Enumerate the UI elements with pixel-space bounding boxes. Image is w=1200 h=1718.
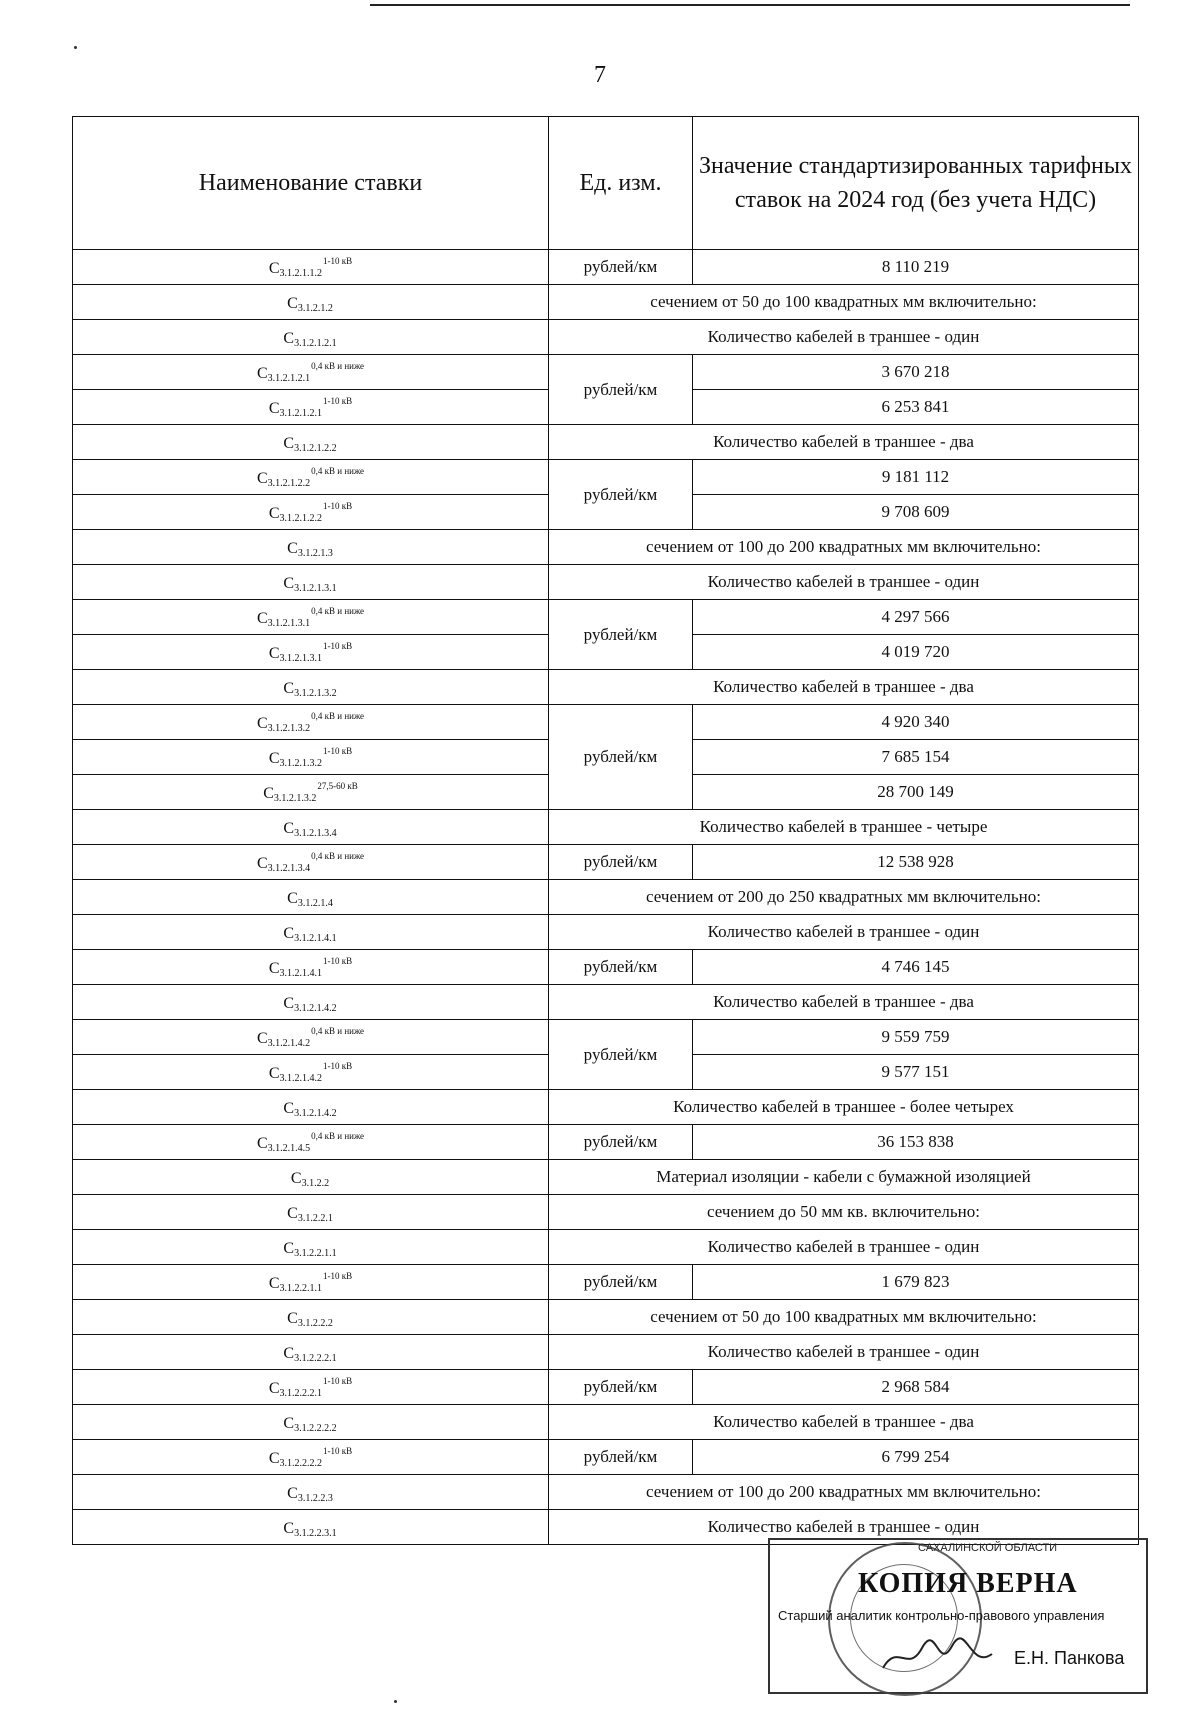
rate-code-index: 3.1.2.1.4.2 bbox=[294, 1002, 337, 1014]
rate-code-base: С bbox=[283, 329, 295, 347]
rate-code-voltage: 27,5-60 кВ bbox=[317, 780, 358, 791]
rate-code-cell bbox=[73, 705, 549, 740]
section-heading-cell: сечением от 50 до 100 квадратных мм включительно: bbox=[549, 285, 1139, 320]
rate-code-index: 3.1.2.2.2 bbox=[297, 1317, 333, 1329]
rate-code-base: С bbox=[256, 1134, 268, 1152]
rate-value-cell: 12 538 928 bbox=[693, 845, 1139, 880]
section-heading-cell: Количество кабелей в траншее - один bbox=[549, 1230, 1139, 1265]
rate-code-index: 3.1.2.2.1 bbox=[297, 1212, 333, 1224]
rate-code-index: 3.1.2.1.4.2 bbox=[267, 1037, 311, 1049]
table-row bbox=[73, 285, 1139, 320]
rate-code-base: С bbox=[283, 1414, 295, 1432]
rate-code-index: 3.1.2.1.3.1 bbox=[279, 652, 323, 664]
table-row bbox=[73, 1440, 1139, 1475]
rate-code-index: 3.1.2.1.3.2 bbox=[294, 687, 337, 699]
rate-code bbox=[256, 605, 365, 629]
rate-code-cell bbox=[73, 425, 549, 460]
rate-value-cell: 9 708 609 bbox=[693, 495, 1139, 530]
rate-code-cell bbox=[73, 355, 549, 390]
rate-code-cell bbox=[73, 1300, 549, 1335]
rate-code-cell bbox=[73, 285, 549, 320]
table-row bbox=[73, 1230, 1139, 1265]
rate-code-voltage: 0,4 кВ и ниже bbox=[311, 1130, 365, 1141]
rate-code-cell bbox=[73, 320, 549, 355]
unit-cell: рублей/км bbox=[549, 1020, 693, 1090]
rate-code-base: С bbox=[283, 819, 295, 837]
rate-code-cell bbox=[73, 1055, 549, 1090]
section-heading-cell: Количество кабелей в траншее - четыре bbox=[549, 810, 1139, 845]
section-heading-cell: Количество кабелей в траншее - один bbox=[549, 565, 1139, 600]
rate-code-cell bbox=[73, 775, 549, 810]
rate-code-voltage: 1-10 кВ bbox=[323, 955, 353, 966]
rate-value-cell: 9 181 112 bbox=[693, 460, 1139, 495]
table-row bbox=[73, 355, 1139, 390]
tariff-rates-table bbox=[72, 116, 1139, 1545]
rate-code bbox=[283, 820, 337, 837]
rate-code-voltage: 0,4 кВ и ниже bbox=[311, 360, 365, 371]
rate-code-cell bbox=[73, 1335, 549, 1370]
rate-code bbox=[283, 575, 337, 592]
rate-code-index: 3.1.2.1.3.2 bbox=[267, 722, 311, 734]
rate-code-base: С bbox=[283, 1239, 295, 1257]
rate-value-cell: 4 920 340 bbox=[693, 705, 1139, 740]
table-row bbox=[73, 670, 1139, 705]
rate-code bbox=[283, 1240, 337, 1257]
rate-value-cell: 6 799 254 bbox=[693, 1440, 1139, 1475]
rate-code-base: С bbox=[268, 504, 280, 522]
rate-code bbox=[268, 745, 353, 769]
rate-value-cell: 2 968 584 bbox=[693, 1370, 1139, 1405]
rate-code bbox=[283, 680, 337, 697]
rate-code bbox=[287, 540, 334, 557]
rate-code bbox=[287, 295, 334, 312]
rate-code-base: С bbox=[287, 889, 298, 907]
unit-cell: рублей/км bbox=[549, 1370, 693, 1405]
rate-value-cell: 36 153 838 bbox=[693, 1125, 1139, 1160]
section-heading-cell: Количество кабелей в траншее - два bbox=[549, 425, 1139, 460]
rate-code-base: С bbox=[256, 1029, 268, 1047]
rate-code bbox=[268, 1375, 353, 1399]
rate-code-cell bbox=[73, 1475, 549, 1510]
rate-code-index: 3.1.2.2.1.1 bbox=[279, 1282, 323, 1294]
rate-code-index: 3.1.2.1.4.5 bbox=[267, 1142, 311, 1154]
rate-code-cell bbox=[73, 810, 549, 845]
rate-code-base: С bbox=[287, 294, 298, 312]
rate-code-base: С bbox=[256, 609, 268, 627]
rate-code-cell bbox=[73, 250, 549, 285]
rate-code-index: 3.1.2.1.4.1 bbox=[279, 967, 323, 979]
table-row bbox=[73, 950, 1139, 985]
rate-code bbox=[287, 1485, 334, 1502]
rate-value-cell: 9 559 759 bbox=[693, 1020, 1139, 1055]
rate-code-base: С bbox=[268, 1064, 280, 1082]
rate-code-voltage: 1-10 кВ bbox=[323, 255, 353, 266]
rate-code bbox=[283, 1415, 337, 1432]
section-heading-cell: Материал изоляции - кабели с бумажной изоляцией bbox=[549, 1160, 1139, 1195]
rate-code-index: 3.1.2.1.4.1 bbox=[294, 932, 337, 944]
rate-code bbox=[256, 360, 365, 384]
rate-code-voltage: 1-10 кВ bbox=[323, 640, 353, 651]
rate-code-cell bbox=[73, 1265, 549, 1300]
section-heading-cell: Количество кабелей в траншее - два bbox=[549, 1405, 1139, 1440]
rate-code-cell bbox=[73, 740, 549, 775]
rate-code-base: С bbox=[287, 1484, 298, 1502]
rate-code-base: С bbox=[283, 434, 295, 452]
rate-code-cell bbox=[73, 1125, 549, 1160]
rate-code-cell bbox=[73, 880, 549, 915]
rate-code-index: 3.1.2.1.3.4 bbox=[267, 862, 311, 874]
table-row bbox=[73, 1370, 1139, 1405]
rate-code-voltage: 1-10 кВ bbox=[323, 395, 353, 406]
rate-code-index: 3.1.2.2 bbox=[301, 1177, 330, 1189]
rate-code bbox=[268, 1445, 353, 1469]
rate-code-cell bbox=[73, 985, 549, 1020]
rate-code-base: С bbox=[283, 1344, 295, 1362]
rate-code-index: 3.1.2.1.2.1 bbox=[279, 407, 323, 419]
rate-code-cell bbox=[73, 1440, 549, 1475]
rate-code-cell bbox=[73, 460, 549, 495]
rate-code-voltage: 1-10 кВ bbox=[323, 1445, 353, 1456]
rate-code-base: С bbox=[256, 364, 268, 382]
rate-value-cell: 4 746 145 bbox=[693, 950, 1139, 985]
table-row bbox=[73, 1125, 1139, 1160]
rate-code-cell bbox=[73, 1405, 549, 1440]
unit-cell: рублей/км bbox=[549, 845, 693, 880]
section-heading-cell: сечением от 100 до 200 квадратных мм включительно: bbox=[549, 1475, 1139, 1510]
table-header-row bbox=[73, 117, 1139, 250]
rate-code-base: С bbox=[256, 469, 268, 487]
rate-code-cell bbox=[73, 1020, 549, 1055]
section-heading-cell: Количество кабелей в траншее - один bbox=[549, 1335, 1139, 1370]
table-body bbox=[73, 250, 1139, 1545]
table-row bbox=[73, 915, 1139, 950]
scan-speck bbox=[74, 46, 77, 49]
rate-code bbox=[283, 1520, 337, 1537]
rate-code-base: С bbox=[268, 1449, 280, 1467]
rate-value-cell: 4 297 566 bbox=[693, 600, 1139, 635]
rate-value-cell: 6 253 841 bbox=[693, 390, 1139, 425]
rate-code-voltage: 1-10 кВ bbox=[323, 1270, 353, 1281]
rate-code-index: 3.1.2.2.2.2 bbox=[279, 1457, 323, 1469]
rate-code bbox=[263, 780, 358, 804]
stamp-signatory-name: Е.Н. Панкова bbox=[1014, 1648, 1125, 1668]
rate-code bbox=[283, 1345, 337, 1362]
rate-code-cell bbox=[73, 950, 549, 985]
rate-code-base: С bbox=[283, 1519, 295, 1537]
rate-code-index: 3.1.2.2.2.1 bbox=[279, 1387, 323, 1399]
header-rate-name: Наименование ставки bbox=[73, 117, 549, 250]
rate-code-base: С bbox=[283, 924, 295, 942]
rate-code-voltage: 0,4 кВ и ниже bbox=[311, 1025, 365, 1036]
stamp-subtitle: Старший аналитик контрольно-правового управления bbox=[778, 1608, 1105, 1623]
rate-code-base: С bbox=[268, 259, 280, 277]
rate-code-index: 3.1.2.1.2.1 bbox=[267, 372, 311, 384]
rate-code-voltage: 1-10 кВ bbox=[323, 1375, 353, 1386]
unit-cell: рублей/км bbox=[549, 600, 693, 670]
rate-code-index: 3.1.2.2.2.1 bbox=[294, 1352, 337, 1364]
section-heading-cell: Количество кабелей в траншее - один bbox=[549, 915, 1139, 950]
rate-code-voltage: 1-10 кВ bbox=[323, 1060, 353, 1071]
rate-code-cell bbox=[73, 1195, 549, 1230]
rate-code-base: С bbox=[268, 1379, 280, 1397]
rate-code-base: С bbox=[268, 1274, 280, 1292]
table-row bbox=[73, 1335, 1139, 1370]
rate-code-index: 3.1.2.1.3 bbox=[297, 547, 333, 559]
table-row bbox=[73, 1090, 1139, 1125]
rate-code bbox=[268, 255, 353, 279]
section-heading-cell: Количество кабелей в траншее - один bbox=[549, 320, 1139, 355]
unit-cell: рублей/км bbox=[549, 950, 693, 985]
rate-code bbox=[256, 1130, 365, 1154]
rate-code-base: С bbox=[268, 959, 280, 977]
section-heading-cell: Количество кабелей в траншее - два bbox=[549, 670, 1139, 705]
table-row bbox=[73, 250, 1139, 285]
rate-code-voltage: 0,4 кВ и ниже bbox=[311, 465, 365, 476]
rate-code bbox=[256, 465, 365, 489]
signature bbox=[878, 1634, 998, 1678]
rate-code-index: 3.1.2.1.2.1 bbox=[294, 337, 337, 349]
rate-code bbox=[283, 435, 337, 452]
rate-code-voltage: 0,4 кВ и ниже bbox=[311, 605, 365, 616]
rate-code bbox=[283, 330, 337, 347]
rate-code-cell bbox=[73, 495, 549, 530]
table-row bbox=[73, 600, 1139, 635]
rate-code-cell bbox=[73, 600, 549, 635]
certification-stamp bbox=[768, 1538, 1148, 1694]
rate-code-cell bbox=[73, 1510, 549, 1545]
rate-code bbox=[283, 1100, 337, 1117]
rate-code bbox=[256, 710, 365, 734]
rate-code-base: С bbox=[290, 1169, 302, 1187]
rate-code-index: 3.1.2.1.2 bbox=[297, 302, 333, 314]
rate-code-index: 3.1.2.1.3.1 bbox=[294, 582, 337, 594]
rate-code bbox=[268, 395, 353, 419]
rate-code-voltage: 0,4 кВ и ниже bbox=[311, 850, 365, 861]
rate-code-index: 3.1.2.1.3.1 bbox=[267, 617, 311, 629]
rate-code-index: 3.1.2.1.3.2 bbox=[273, 792, 317, 804]
page-number: 7 bbox=[594, 62, 606, 88]
table-row bbox=[73, 705, 1139, 740]
rate-code bbox=[287, 1310, 334, 1327]
rate-code-cell bbox=[73, 1090, 549, 1125]
rate-code-cell bbox=[73, 565, 549, 600]
rate-code-index: 3.1.2.1.3.2 bbox=[279, 757, 323, 769]
table-row bbox=[73, 320, 1139, 355]
rate-code-base: С bbox=[283, 1099, 295, 1117]
section-heading-cell: сечением от 100 до 200 квадратных мм включительно: bbox=[549, 530, 1139, 565]
unit-cell: рублей/км bbox=[549, 705, 693, 810]
table-row bbox=[73, 1300, 1139, 1335]
rate-code bbox=[287, 1205, 334, 1222]
rate-code-base: С bbox=[268, 399, 280, 417]
top-rule bbox=[370, 4, 1130, 6]
rate-code bbox=[268, 640, 353, 664]
rate-code-index: 3.1.2.1.4.2 bbox=[294, 1107, 337, 1119]
rate-code-index: 3.1.2.1.2.2 bbox=[267, 477, 311, 489]
rate-code-base: С bbox=[268, 644, 280, 662]
table-row bbox=[73, 880, 1139, 915]
table-row bbox=[73, 1265, 1139, 1300]
section-heading-cell: Количество кабелей в траншее - два bbox=[549, 985, 1139, 1020]
rate-code-cell bbox=[73, 1230, 549, 1265]
rate-code-index: 3.1.2.1.4 bbox=[297, 897, 333, 909]
rate-code-base: С bbox=[283, 994, 295, 1012]
rate-code-base: С bbox=[268, 749, 280, 767]
rate-code-base: С bbox=[287, 1309, 298, 1327]
rate-code-voltage: 1-10 кВ bbox=[323, 500, 353, 511]
rate-code-cell bbox=[73, 635, 549, 670]
table-row bbox=[73, 460, 1139, 495]
table-row bbox=[73, 1160, 1139, 1195]
rate-code bbox=[291, 1170, 330, 1187]
rate-code-voltage: 0,4 кВ и ниже bbox=[311, 710, 365, 721]
rate-code-cell bbox=[73, 845, 549, 880]
table-row bbox=[73, 845, 1139, 880]
scan-speck bbox=[394, 1700, 397, 1703]
rate-code bbox=[287, 890, 334, 907]
header-value: Значение стандартизированных тарифных ставок на 2024 год (без учета НДС) bbox=[693, 117, 1139, 250]
rate-code-base: С bbox=[263, 784, 274, 802]
rate-code-base: С bbox=[256, 714, 268, 732]
rate-code bbox=[283, 925, 337, 942]
section-heading-cell: Количество кабелей в траншее - один bbox=[549, 1510, 1139, 1545]
rate-code-voltage: 1-10 кВ bbox=[323, 745, 353, 756]
rate-code-index: 3.1.2.1.4.2 bbox=[279, 1072, 323, 1084]
table-row bbox=[73, 425, 1139, 460]
rate-code-index: 3.1.2.2.3 bbox=[297, 1492, 333, 1504]
rate-code-cell bbox=[73, 1160, 549, 1195]
rate-value-cell: 7 685 154 bbox=[693, 740, 1139, 775]
section-heading-cell: сечением от 50 до 100 квадратных мм включительно: bbox=[549, 1300, 1139, 1335]
rate-code-cell bbox=[73, 390, 549, 425]
table-row bbox=[73, 1475, 1139, 1510]
rate-code bbox=[256, 1025, 365, 1049]
rate-code-cell bbox=[73, 670, 549, 705]
table-row bbox=[73, 810, 1139, 845]
rate-value-cell: 3 670 218 bbox=[693, 355, 1139, 390]
table-row bbox=[73, 1020, 1139, 1055]
rate-value-cell: 9 577 151 bbox=[693, 1055, 1139, 1090]
table-row bbox=[73, 565, 1139, 600]
stamp-title: КОПИЯ ВЕРНА bbox=[858, 1568, 1078, 1599]
rate-code-cell bbox=[73, 1370, 549, 1405]
table-row bbox=[73, 1195, 1139, 1230]
rate-code bbox=[268, 955, 353, 979]
unit-cell: рублей/км bbox=[549, 250, 693, 285]
rate-code-cell bbox=[73, 915, 549, 950]
unit-cell: рублей/км bbox=[549, 1265, 693, 1300]
section-heading-cell: сечением от 200 до 250 квадратных мм включительно: bbox=[549, 880, 1139, 915]
rate-code bbox=[268, 1060, 353, 1084]
rate-code-base: С bbox=[287, 539, 298, 557]
rate-code bbox=[256, 850, 365, 874]
rate-code-index: 3.1.2.2.3.1 bbox=[294, 1527, 337, 1539]
unit-cell: рублей/км bbox=[549, 1125, 693, 1160]
table-row bbox=[73, 985, 1139, 1020]
rate-code-index: 3.1.2.2.2.2 bbox=[294, 1422, 337, 1434]
rate-value-cell: 8 110 219 bbox=[693, 250, 1139, 285]
table-row bbox=[73, 530, 1139, 565]
rate-value-cell: 1 679 823 bbox=[693, 1265, 1139, 1300]
header-unit: Ед. изм. bbox=[549, 117, 693, 250]
unit-cell: рублей/км bbox=[549, 460, 693, 530]
section-heading-cell: сечением до 50 мм кв. включительно: bbox=[549, 1195, 1139, 1230]
unit-cell: рублей/км bbox=[549, 1440, 693, 1475]
section-heading-cell: Количество кабелей в траншее - более четырех bbox=[549, 1090, 1139, 1125]
rate-value-cell: 28 700 149 bbox=[693, 775, 1139, 810]
rate-code-base: С bbox=[283, 574, 295, 592]
rate-code-index: 3.1.2.1.2.2 bbox=[279, 512, 323, 524]
rate-code-base: С bbox=[283, 679, 295, 697]
rate-code-cell bbox=[73, 530, 549, 565]
rate-code-index: 3.1.2.1.3.4 bbox=[294, 827, 337, 839]
rate-code-index: 3.1.2.1.2.2 bbox=[294, 442, 337, 454]
rate-code-base: С bbox=[287, 1204, 298, 1222]
rate-code bbox=[283, 995, 337, 1012]
stamp-organization: САХАЛИНСКОЙ ОБЛАСТИ bbox=[918, 1542, 1058, 1554]
rate-code bbox=[268, 500, 353, 524]
rate-value-cell: 4 019 720 bbox=[693, 635, 1139, 670]
rate-code-index: 3.1.2.2.1.1 bbox=[294, 1247, 337, 1259]
rate-code-base: С bbox=[256, 854, 268, 872]
rate-code bbox=[268, 1270, 353, 1294]
rate-code-index: 3.1.2.1.1.2 bbox=[279, 267, 323, 279]
unit-cell: рублей/км bbox=[549, 355, 693, 425]
table-row bbox=[73, 1405, 1139, 1440]
